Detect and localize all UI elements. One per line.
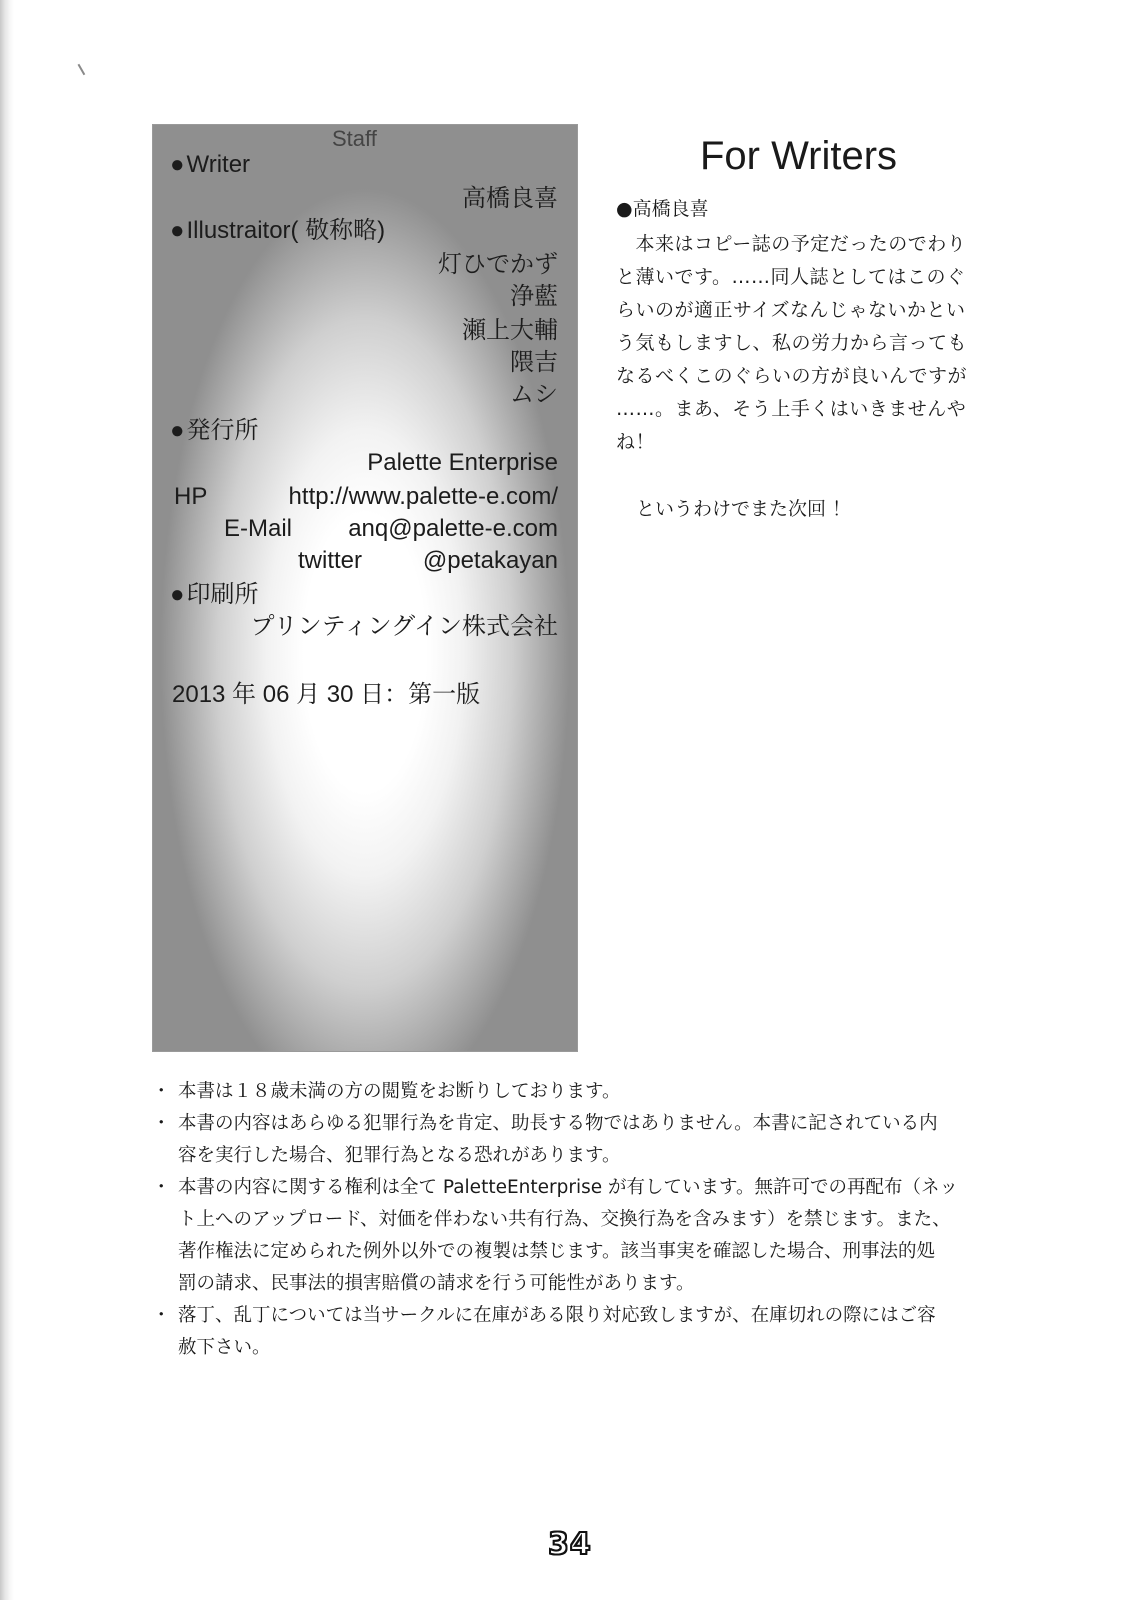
hp-url: http://www.palette-e.com/ bbox=[288, 483, 558, 510]
writer-name: 高橋良喜 bbox=[462, 185, 558, 212]
notice-line: 本書は１８歳未満の方の閲覧をお断りしております。 bbox=[178, 1081, 621, 1102]
printer-heading-text: 印刷所 bbox=[186, 581, 259, 608]
bullet-mark: ・ bbox=[152, 1305, 171, 1326]
for-writers-title: For Writers bbox=[700, 134, 898, 178]
body-line: ね！ bbox=[616, 431, 656, 453]
printer-name: プリンティングイン株式会社 bbox=[250, 613, 558, 640]
illustrator-name: 灯ひでかず bbox=[438, 251, 558, 278]
notice-item bbox=[152, 1300, 1032, 1364]
for-writers-closing: というわけでまた次回 ！ bbox=[636, 498, 852, 520]
notice-item bbox=[152, 1076, 1032, 1108]
notice-line: 落丁、乱丁については当サークルに在庫がある限り対応致しますが、在庫切れの際にはご容 bbox=[178, 1305, 936, 1326]
staff-panel bbox=[152, 124, 578, 1052]
notice-line: 本書の内容はあらゆる犯罪行為を肯定、助長する物ではありません。本書に記されている内 bbox=[178, 1113, 938, 1134]
illustrator-name: 浄藍 bbox=[510, 283, 558, 310]
illustrator-heading-text: Illustraitor( 敬称略) bbox=[186, 217, 386, 244]
staff-title: Staff bbox=[332, 126, 377, 151]
illustrator-name: 隈吉 bbox=[510, 349, 558, 376]
email-address: anq@palette-e.com bbox=[348, 515, 558, 542]
body-line: と薄いです。……同人誌としてはこのぐ bbox=[616, 266, 966, 288]
for-writers-body bbox=[616, 228, 986, 459]
edition-date: 2013 年 06 月 30 日：第一版 bbox=[172, 681, 481, 708]
bullet-mark: ・ bbox=[152, 1177, 171, 1198]
publisher-name: Palette Enterprise bbox=[367, 449, 558, 476]
legal-notices bbox=[152, 1076, 1032, 1364]
body-line: う気もしますし、私の労力から言っても bbox=[616, 332, 968, 354]
publisher-heading bbox=[170, 416, 259, 446]
email-label: E-Mail bbox=[224, 515, 293, 542]
illustrator-name: ムシ bbox=[510, 381, 558, 408]
for-writers-author: ●高橋良喜 bbox=[616, 198, 709, 220]
twitter-label: twitter bbox=[298, 547, 363, 574]
body-line: ……。まあ、そう上手くはいきませんや bbox=[616, 398, 967, 420]
notice-item bbox=[152, 1172, 1032, 1300]
bullet-mark: ・ bbox=[152, 1081, 171, 1102]
printer-heading bbox=[170, 580, 259, 610]
body-line: 本来はコピー誌の予定だったのでわり bbox=[616, 233, 967, 255]
hp-label: HP bbox=[174, 483, 208, 510]
notice-line: 罰の請求、民事法的損害賠償の請求を行う可能性があります。 bbox=[178, 1273, 695, 1294]
bullet-mark: ・ bbox=[152, 1113, 171, 1134]
notice-line: 著作権法に定められた例外以外での複製は禁じます。該当事実を確認した場合、刑事法的処 bbox=[178, 1241, 936, 1262]
body-line: らいのが適正サイズなんじゃないかとい bbox=[616, 299, 966, 321]
scanned-page-edge bbox=[0, 0, 14, 1600]
scan-speck bbox=[78, 61, 91, 75]
twitter-handle: @petakayan bbox=[422, 547, 558, 574]
publisher-heading-text: 発行所 bbox=[186, 417, 259, 444]
writer-heading bbox=[170, 150, 250, 180]
notice-item bbox=[152, 1108, 1032, 1172]
body-line: なるべくこのぐらいの方が良いんですが bbox=[616, 365, 968, 387]
notice-line: ト上へのアップロード、対価を伴わない共有行為、交換行為を含みます）を禁じます。また、 bbox=[178, 1209, 951, 1230]
illustrator-name: 瀬上大輔 bbox=[462, 317, 558, 344]
notice-line: 赦下さい。 bbox=[178, 1337, 271, 1358]
writer-heading-text: Writer bbox=[186, 151, 251, 178]
notice-line: 本書の内容に関する権利は全て PaletteEnterprise が有しています。無許可での再配布（ネッ bbox=[178, 1177, 959, 1198]
page-number: 34 bbox=[548, 1527, 592, 1562]
illustrator-heading bbox=[170, 216, 385, 246]
notice-line: 容を実行した場合、犯罪行為となる恐れがあります。 bbox=[178, 1145, 621, 1166]
